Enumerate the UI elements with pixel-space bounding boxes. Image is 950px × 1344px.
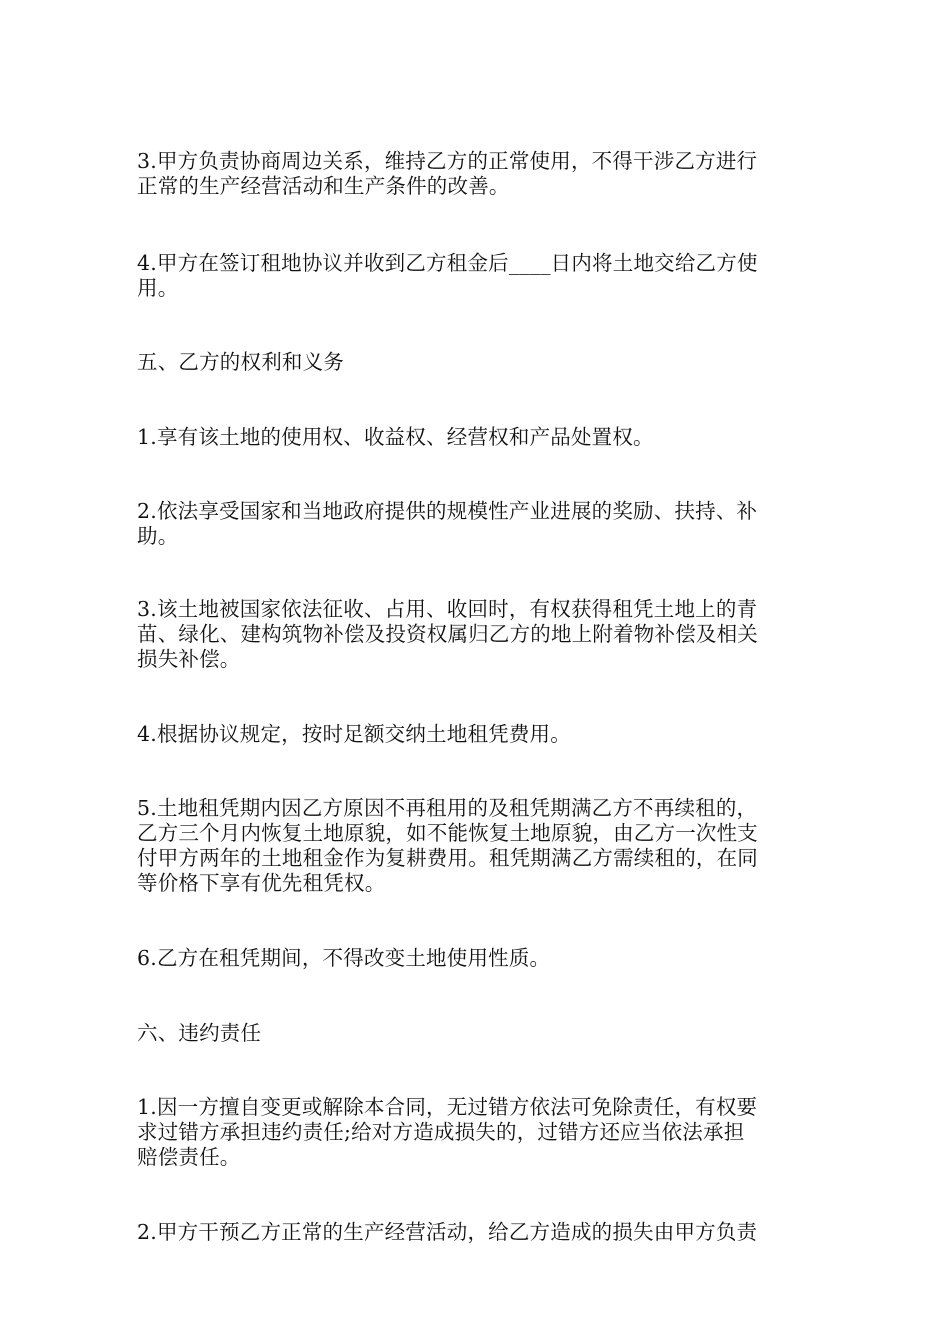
text-line: 助。 — [137, 524, 179, 548]
text-line: 正常的生产经营活动和生产条件的改善。 — [137, 174, 510, 198]
text-line: 4.根据协议规定，按时足额交纳土地租凭费用。 — [137, 722, 571, 746]
clause-party-b-2 — [137, 499, 817, 549]
text-line: 1.因一方擅自变更或解除本合同，无过错方依法可免除责任，有权要 — [137, 1095, 758, 1119]
clause-liability-2 — [137, 1220, 817, 1245]
text-line: 等价格下享有优先租凭权。 — [137, 871, 386, 895]
section-heading: 六、违约责任 — [137, 1021, 262, 1045]
text-line: 2.甲方干预乙方正常的生产经营活动，给乙方造成的损失由甲方负责 — [137, 1220, 758, 1244]
clause-liability-1 — [137, 1095, 817, 1170]
text-line: 3.甲方负责协商周边关系，维持乙方的正常使用，不得干涉乙方进行 — [137, 149, 758, 173]
text-line: 5.土地租凭期内因乙方原因不再租用的及租凭期满乙方不再续租的， — [137, 796, 758, 820]
clause-party-b-4 — [137, 722, 817, 747]
text-line: 苗、绿化、建构筑物补偿及投资权属归乙方的地上附着物补偿及相关 — [137, 622, 758, 646]
clause-party-b-6 — [137, 946, 817, 971]
text-line: 3.该土地被国家依法征收、占用、收回时，有权获得租凭土地上的青 — [137, 597, 758, 621]
text-line: 求过错方承担违约责任;给对方造成损失的，过错方还应当依法承担 — [137, 1120, 745, 1144]
text-line: 赔偿责任。 — [137, 1145, 241, 1169]
text-line: 6.乙方在租凭期间，不得改变土地使用性质。 — [137, 946, 551, 970]
text-line: 付甲方两年的土地租金作为复耕费用。租凭期满乙方需续租的，在同 — [137, 846, 758, 870]
text-line: 2.依法享受国家和当地政府提供的规模性产业进展的奖励、扶持、补 — [137, 499, 758, 523]
section-heading: 五、乙方的权利和义务 — [137, 350, 344, 374]
text-line: 4.甲方在签订租地协议并收到乙方租金后____日内将土地交给乙方使 — [137, 251, 758, 275]
text-line: 损失补偿。 — [137, 647, 241, 671]
text-line: 乙方三个月内恢复土地原貌，如不能恢复土地原貌，由乙方一次性支 — [137, 821, 758, 845]
text-line: 用。 — [137, 276, 179, 300]
section-heading-liability — [137, 1021, 817, 1046]
clause-party-b-3 — [137, 597, 817, 672]
clause-party-a-4 — [137, 251, 817, 301]
clause-party-a-3 — [137, 149, 817, 199]
clause-party-b-1 — [137, 425, 817, 450]
section-heading-party-b-rights — [137, 350, 817, 375]
clause-party-b-5 — [137, 796, 817, 896]
text-line: 1.享有该土地的使用权、收益权、经营权和产品处置权。 — [137, 425, 654, 449]
